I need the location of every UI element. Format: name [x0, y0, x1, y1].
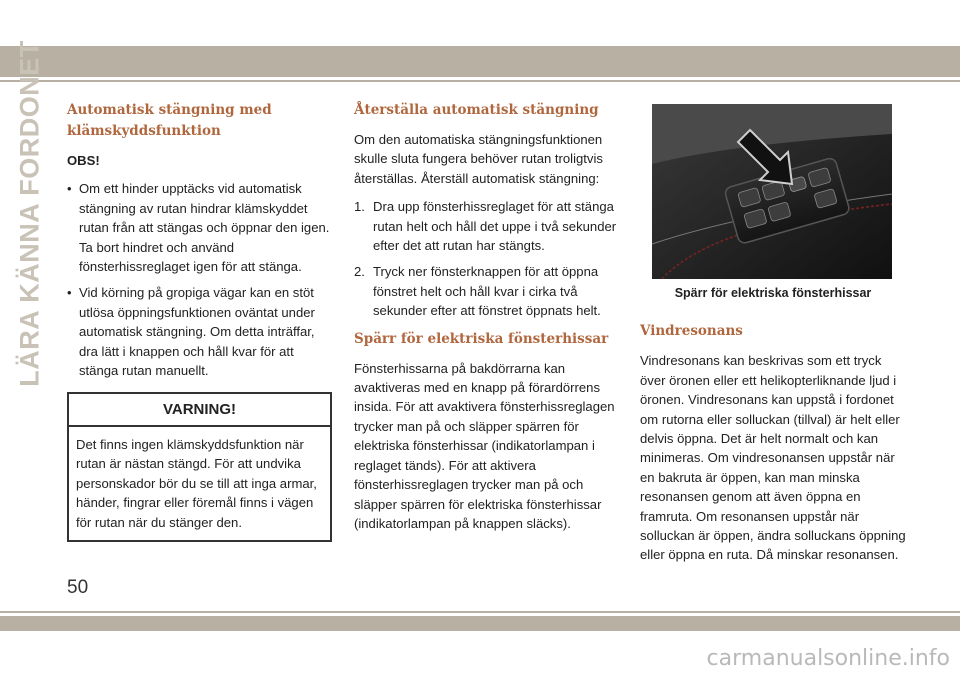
step-number: 2.: [354, 264, 365, 280]
note-label: OBS!: [67, 153, 100, 168]
list-item: • Om ett hinder upptäcks vid automatisk stängning av rutan hindrar klämskyddet rutan från att stängas och öppnar den igen. Ta bort hindret och använd fönsterhissreglaget igen för att stänga.: [67, 179, 332, 276]
column-middle: [354, 100, 617, 542]
column-left: [67, 100, 332, 542]
heading-window-lock: Spärr för elektriska fönsterhissar: [354, 330, 609, 347]
footer-band: [0, 616, 960, 631]
step-text: Dra upp fönsterhissreglaget för att stänga rutan helt och håll det uppe i två sekunder efter det att rutan har stängts.: [373, 199, 617, 254]
warning-title: VARNING!: [69, 394, 330, 426]
page-number: 50: [67, 577, 89, 598]
header-rule: [0, 80, 960, 82]
section-tab: [10, 40, 50, 387]
column-right: [640, 100, 906, 574]
window-lock-text: Fönsterhissarna på bakdörrarna kan avaktiveras med en knapp på förardörrens insida. För att avaktivera fönsterhissreglagen trycker man på och släpper spärren för elektriska fönsterhissar (indikatorlampan i reglaget tänds). För att aktivera fönsterhissreglagen trycker man på och släpper spärren för elektriska fönsterhissar (indikatorlampan på knappen släcks).: [354, 360, 615, 531]
photo-caption: Spärr för elektriska fönsterhissar: [674, 286, 872, 300]
step-number: 1.: [354, 199, 365, 215]
watermark: carmanualsonline.info: [706, 646, 950, 671]
heading-auto-close: Automatisk stängning med klämskyddsfunktion: [67, 102, 272, 139]
window-lock-photo: [652, 104, 892, 279]
list-item: • Vid körning på gropiga vägar kan en stöt utlösa öppningsfunktionen oväntat under automatisk stängning. Om detta inträffar, dra lätt i knappen och håll kvar för att stänga rutan manuellt.: [67, 283, 332, 380]
heading-reset-auto-close: Återställa automatisk stängning: [354, 102, 599, 118]
header-band: [0, 46, 960, 77]
section-tab-label: LÄRA KÄNNA FORDONET: [14, 40, 45, 387]
heading-wind-buffeting: Vindresonans: [640, 323, 743, 340]
reset-intro: Om den automatiska stängningsfunktionen skulle sluta fungera behöver rutan troligtvis återställas. Återställ automatisk stängning:: [354, 132, 603, 186]
list-item: [354, 262, 617, 320]
list-item: [354, 197, 617, 255]
warning-box: [67, 392, 332, 541]
wind-buffeting-text: Vindresonans kan beskrivas som ett tryck över öronen eller ett helikopterliknande ljud i öronen. Vindresonans kan uppstå i fordonet om rutorna eller solluckan (tillval) är helt eller delvis öppna. Det är helt normalt och kan minimeras. Om vindresonansen uppstår när en bakruta är öppen, kan man minska resonansen genom att även öppna en framruta. Om resonansen uppstår när solluckan är öppen, ändra solluckans öppning eller öppna en ruta. Då minskar resonansen.: [640, 353, 906, 563]
step-text: Tryck ner fönsterknappen för att öppna fönstret helt och håll kvar i cirka två sekunder efter att fönstret öppnats helt.: [373, 264, 601, 319]
reset-steps: [354, 197, 617, 320]
warning-text: Det finns ingen klämskyddsfunktion när rutan är nästan stängd. För att undvika personskador bör du se till att inga armar, händer, fingrar eller föremål finns i vägen för rutan när du stänger den.: [76, 436, 317, 530]
footer-rule: [0, 611, 960, 613]
note-list: [67, 179, 332, 380]
